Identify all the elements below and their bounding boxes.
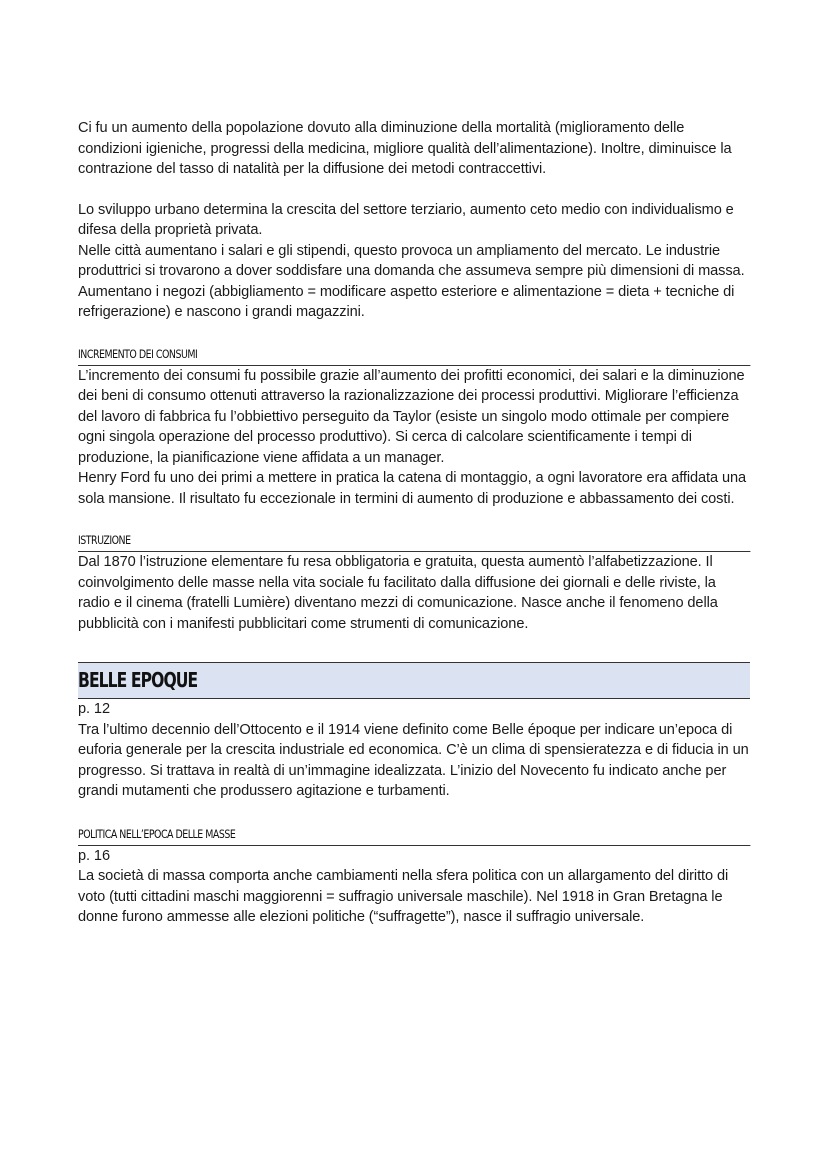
intro-paragraph-population: Ci fu un aumento della popolazione dovuto alla diminuzione della mortalità (miglioramento delle condizioni igieniche, progressi della medicina, migliore qualità dell’alimentazione). Inoltre, diminuisce la contrazione del tasso di natalità per la diffusione dei metodi contraccettivi. — [78, 120, 732, 177]
consumi-paragraph-ford: Henry Ford fu uno dei primi a mettere in pratica la catena di montaggio, a ogni lavoratore era affidata una sola mansione. Il risultato fu eccezionale in termini di aumento di produzione e abbassamento dei costi. — [78, 470, 747, 507]
belle-epoque-heading-text: BELLE EPOQUE — [78, 668, 198, 692]
istruzione-paragraph: Dal 1870 l’istruzione elementare fu resa obbligatoria e gratuita, questa aumentò l’alfabetizzazione. Il coinvolgimento delle masse nella vita sociale fu facilitato dalla diffusione dei giornali e delle riviste, la radio e il cinema (fratelli Lumière) diventano mezzi di comunicazione. Nasce anche il fenomeno della pubblicità con i manifesti pubblicitari come strumenti di comunicazione. — [78, 554, 718, 632]
intro-paragraph-market: Nelle città aumentano i salari e gli stipendi, questo provoca un ampliamento del mercato. Le industrie produttrici si trovarono a dover soddisfare una domanda che assumeva sempre più dimensioni di massa. Aumentano i negozi (abbigliamento = modificare aspetto esteriore e alimentazione = dieta + tecniche di refrigerazione) e nascono i grandi magazzini. — [78, 242, 745, 320]
politica-paragraph: La società di massa comporta anche cambiamenti nella sfera politica con un allargamento del diritto di voto (tutti cittadini maschi maggiorenni = suffragio universale maschile). Nel 1918 in Gran Bretagna le donne furono ammesse alle elezioni politiche (“suffragette”), nasce il suffragio universale. — [78, 868, 729, 925]
section-heading-consumi: INCREMENTO DEI CONSUMI — [78, 347, 750, 366]
belle-epoque-page-ref: p. 12 — [78, 701, 110, 717]
document-page — [78, 118, 750, 928]
consumi-paragraph-taylor: L’incremento dei consumi fu possibile grazie all’aumento dei profitti economici, dei salari e la diminuzione dei beni di consumo ottenuti attraverso la razionalizzazione dei processi produttivi. Migliorare l’efficienza del lavoro di fabbrica fu l’obbiettivo perseguito da Taylor (esiste un singolo modo ottimale per compiere ogni singola operazione del processo produttivo). Si cerca di calcolare scientificamente i tempi di produzione, la pianificazione viene affidata a un manager. — [78, 367, 745, 466]
politica-page-ref: p. 16 — [78, 847, 110, 864]
section-heading-belle-epoque — [78, 662, 750, 699]
intro-paragraph-urban: Lo sviluppo urbano determina la crescita del settore terziario, aumento ceto medio con individualismo e difesa della proprietà privata. — [78, 201, 734, 238]
section-heading-istruzione: ISTRUZIONE — [78, 533, 750, 552]
belle-epoque-paragraph: Tra l’ultimo decennio dell’Ottocento e il 1914 viene definito come Belle époque per indicare un’epoca di euforia generale per la crescita industriale ed economica. C’è un clima di spensieratezza e di fiducia in un progresso. Si trattava in realtà di un’immagine idealizzata. L’inizio del Novecento fu indicato anche per grandi mutamenti che produssero agitazione e turbamenti. — [78, 721, 749, 799]
section-heading-politica: POLITICA NELL’EPOCA DELLE MASSE — [78, 827, 750, 846]
